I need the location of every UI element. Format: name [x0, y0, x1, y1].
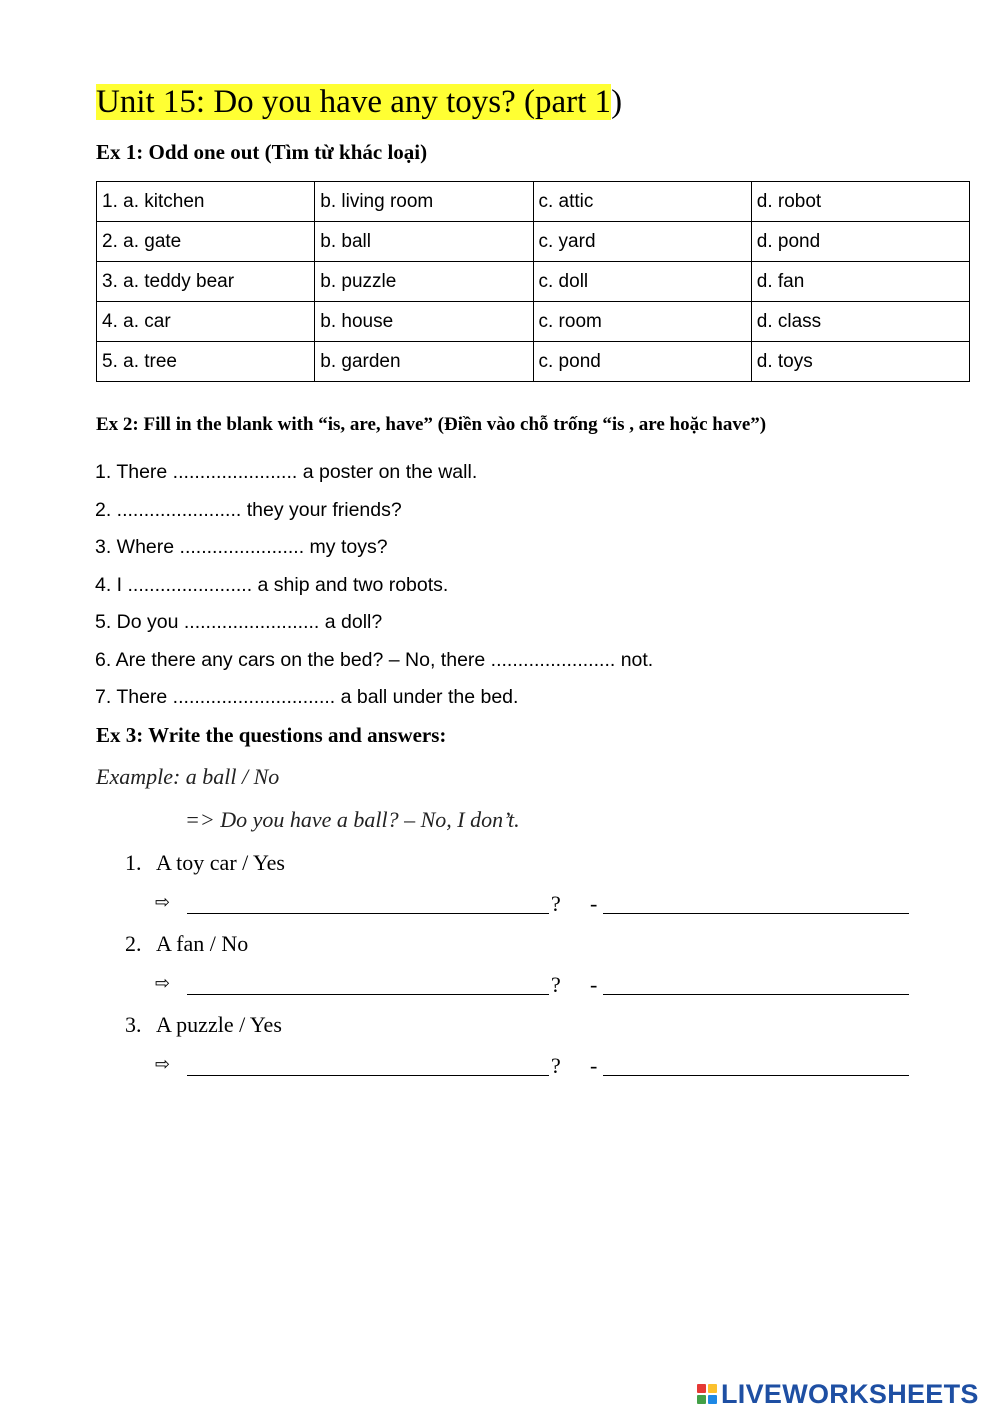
table-cell: 3. a. teddy bear [97, 262, 315, 302]
fill-blank-line: 4. I ....................... a ship and two robots. [95, 574, 449, 596]
arrow-right-icon: ⇨ [155, 973, 171, 994]
page-title [96, 80, 622, 124]
table-cell: c. room [533, 302, 751, 342]
question-mark: ? [551, 1053, 561, 1078]
table-row [97, 302, 970, 342]
liveworksheets-logo[interactable] [697, 1375, 979, 1413]
logo-text: LIVEWORKSHEETS [721, 1378, 979, 1409]
question-item [125, 931, 248, 957]
table-cell: d. class [751, 302, 969, 342]
table-cell: d. fan [751, 262, 969, 302]
table-row [97, 222, 970, 262]
fill-blank-line: 7. There .............................. a ball under the bed. [95, 686, 519, 708]
answer-row [155, 1053, 915, 1083]
ex3-heading: Ex 3: Write the questions and answers: [96, 723, 447, 747]
question-prompt: A toy car / Yes [156, 850, 285, 875]
table-cell: c. yard [533, 222, 751, 262]
question-mark: ? [551, 972, 561, 997]
example-prompt: Example: a ball / No [96, 764, 280, 789]
fill-blank-line: 6. Are there any cars on the bed? – No, there ....................... not. [95, 649, 654, 671]
arrow-right-icon: ⇨ [155, 1054, 171, 1075]
table-cell: 1. a. kitchen [97, 182, 315, 222]
answer-dash: - [590, 972, 598, 997]
table-cell: b. house [315, 302, 533, 342]
table-cell: d. toys [751, 342, 969, 382]
table-cell: 5. a. tree [97, 342, 315, 382]
question-number: 2. [125, 931, 142, 956]
example-answer: => Do you have a ball? – No, I don’t. [185, 807, 520, 832]
table-cell: b. living room [315, 182, 533, 222]
question-blank[interactable] [187, 1075, 549, 1076]
answer-dash: - [590, 891, 598, 916]
answer-blank[interactable] [603, 1075, 909, 1076]
table-cell: c. pond [533, 342, 751, 382]
table-cell: d. pond [751, 222, 969, 262]
answer-dash: - [590, 1053, 598, 1078]
arrow-right-icon: ⇨ [155, 892, 171, 913]
question-number: 3. [125, 1012, 142, 1037]
title-rest: ) [611, 84, 623, 120]
table-cell: 2. a. gate [97, 222, 315, 262]
fill-blank-line: 1. There ....................... a poster on the wall. [95, 461, 478, 483]
answer-blank[interactable] [603, 994, 909, 995]
question-prompt: A puzzle / Yes [156, 1012, 282, 1037]
table-cell: 4. a. car [97, 302, 315, 342]
question-blank[interactable] [187, 913, 549, 914]
table-cell: b. garden [315, 342, 533, 382]
logo-mark-icon [697, 1384, 717, 1404]
table-cell: c. doll [533, 262, 751, 302]
question-item [125, 1012, 282, 1038]
question-number: 1. [125, 850, 142, 875]
table-cell: b. puzzle [315, 262, 533, 302]
fill-blank-line: 3. Where ....................... my toys? [95, 536, 388, 558]
ex2-heading: Ex 2: Fill in the blank with “is, are, have” (Điền vào chỗ trống “is , are hoặc have”) [96, 414, 767, 435]
question-item [125, 850, 285, 876]
table-row [97, 262, 970, 302]
table-cell: b. ball [315, 222, 533, 262]
fill-blank-line: 2. ....................... they your friends? [95, 499, 402, 521]
question-prompt: A fan / No [156, 931, 249, 956]
question-blank[interactable] [187, 994, 549, 995]
ex1-heading: Ex 1: Odd one out (Tìm từ khác loại) [96, 140, 428, 164]
title-highlighted: Unit 15: Do you have any toys? (part 1 [96, 84, 612, 120]
table-row [97, 182, 970, 222]
table-cell: c. attic [533, 182, 751, 222]
answer-row [155, 972, 915, 1002]
answer-blank[interactable] [603, 913, 909, 914]
table-row [97, 342, 970, 382]
question-mark: ? [551, 891, 561, 916]
answer-row [155, 891, 915, 921]
table-cell: d. robot [751, 182, 969, 222]
odd-one-out-table [96, 181, 970, 382]
fill-blank-line: 5. Do you ......................... a doll? [95, 611, 383, 633]
